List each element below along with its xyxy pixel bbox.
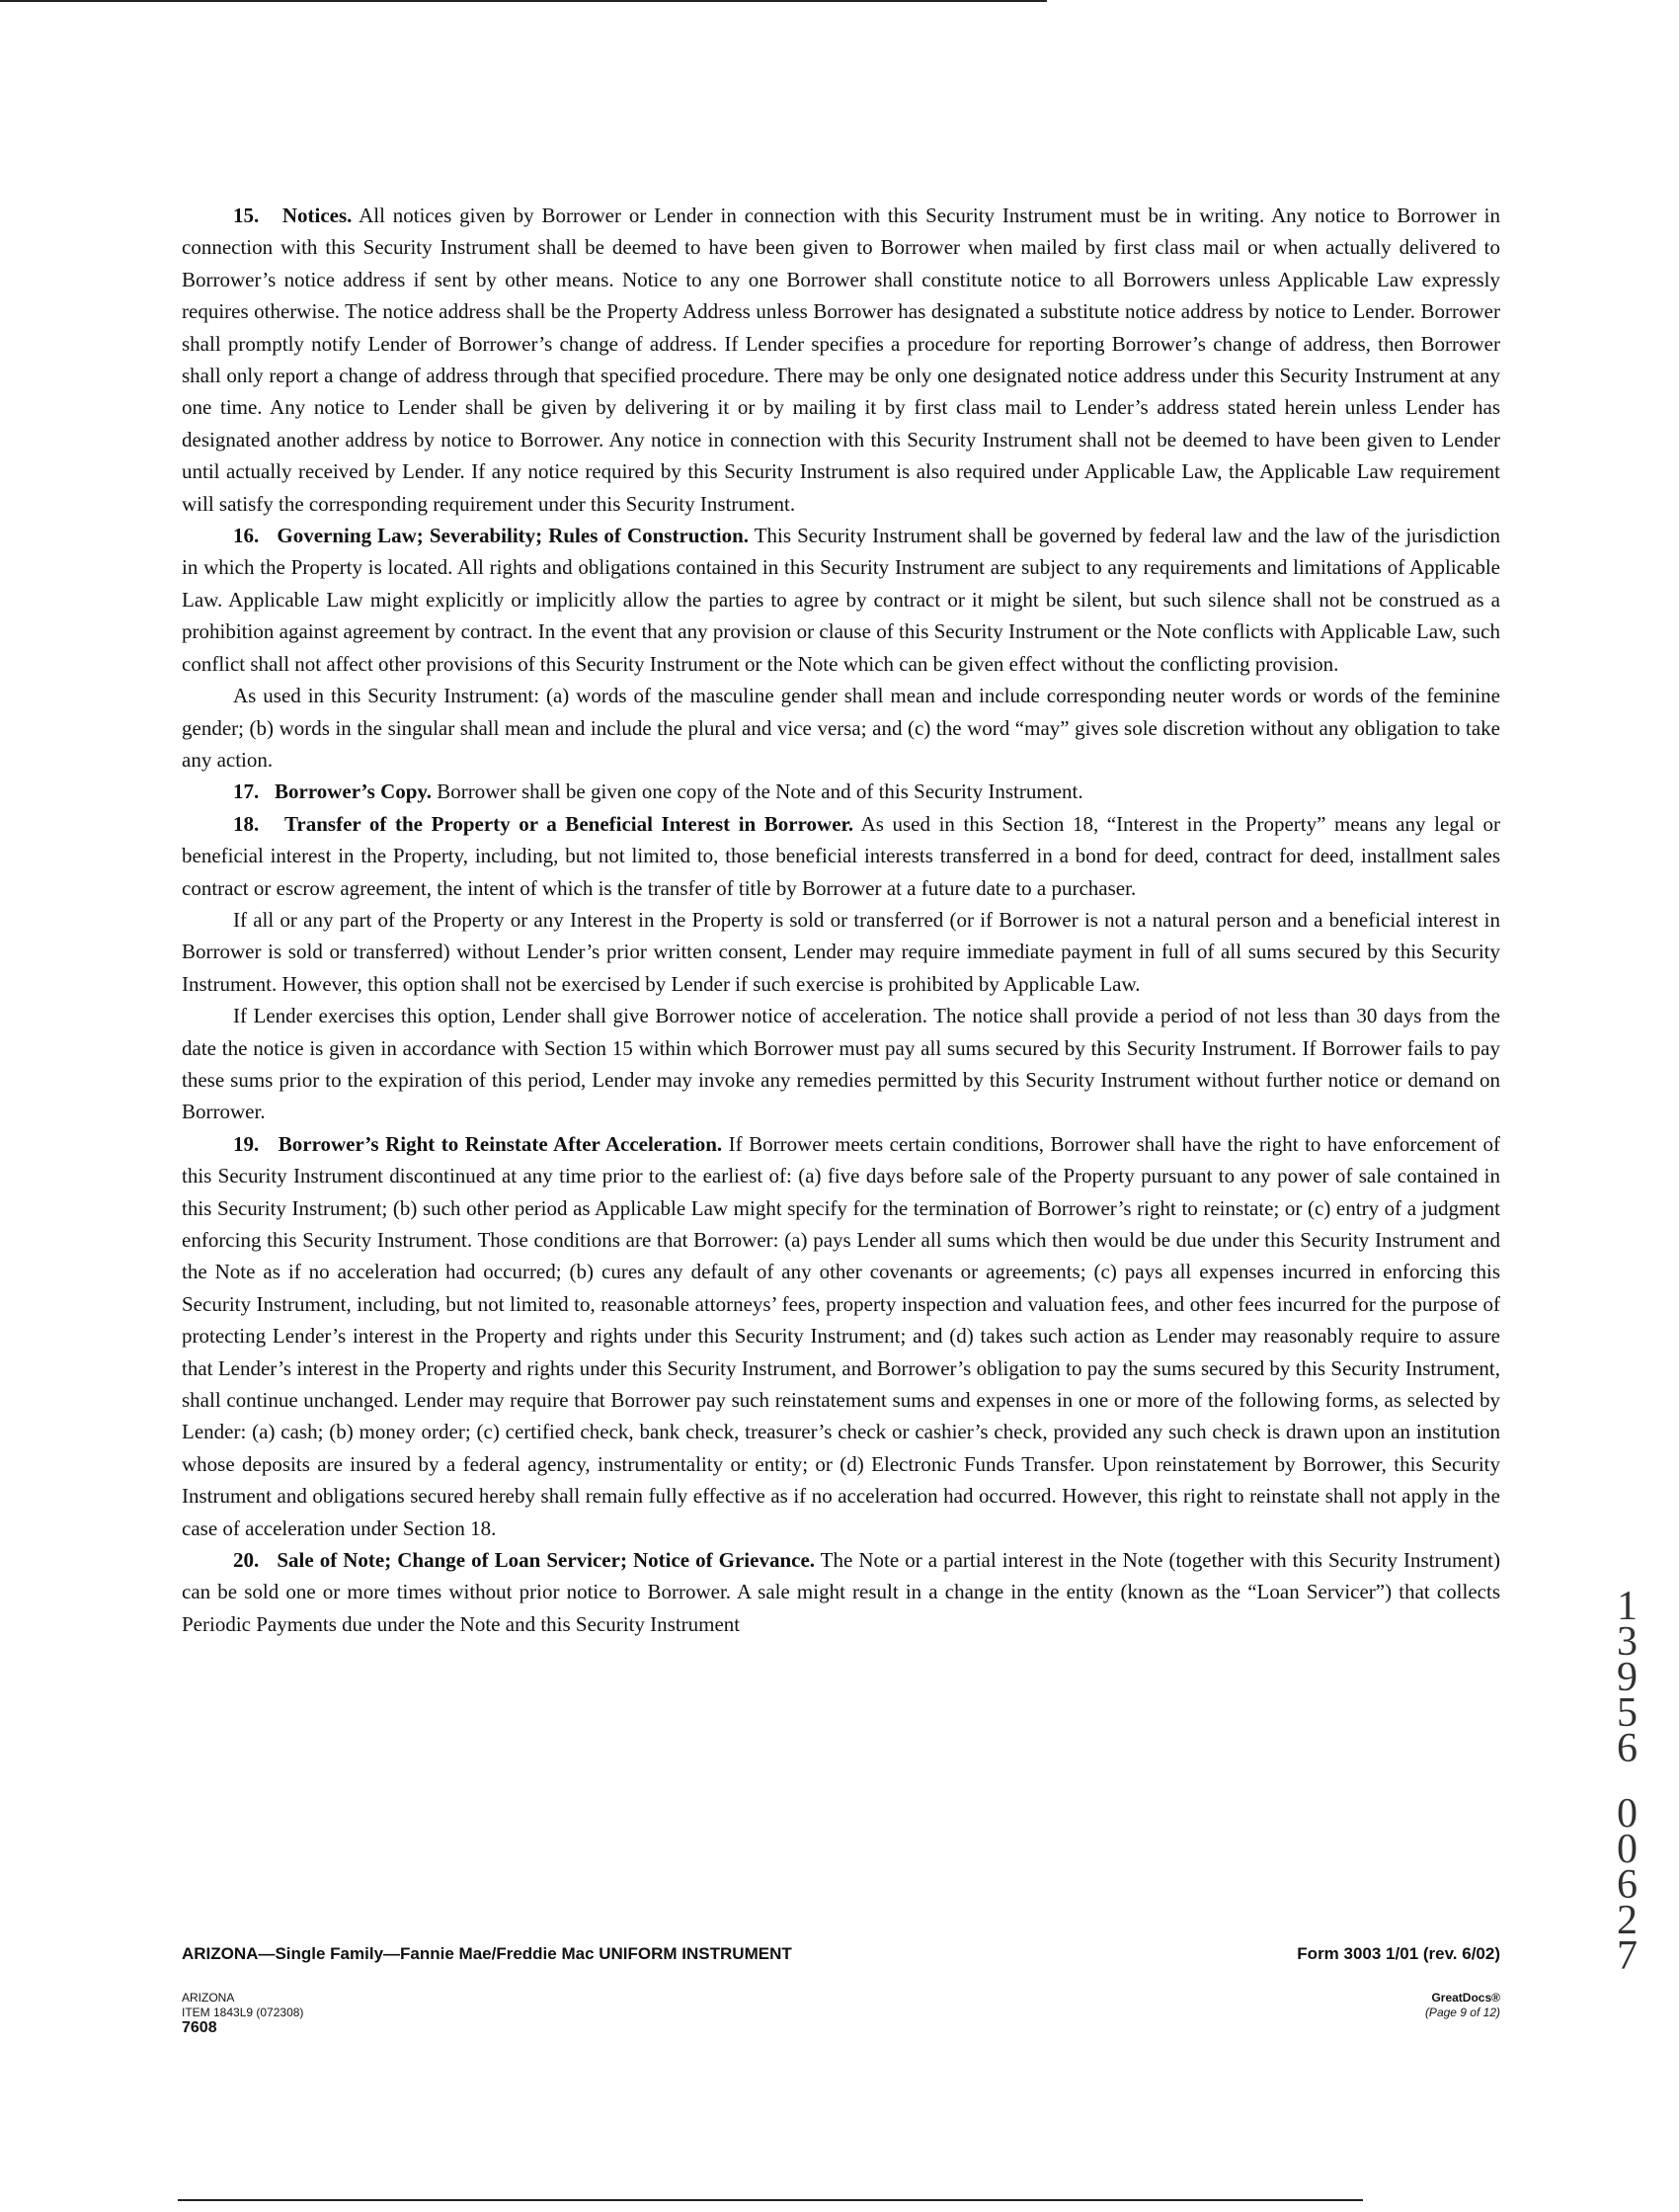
section-heading: Sale of Note; Change of Loan Servicer; Notice of Grievance. bbox=[277, 1548, 816, 1573]
brand-name: GreatDocs® bbox=[1431, 1991, 1500, 2005]
section-18-acceleration bbox=[182, 1000, 1500, 1128]
section-16-construction bbox=[182, 680, 1500, 776]
section-number: 15. bbox=[233, 204, 260, 227]
section-number: 17. bbox=[233, 779, 260, 804]
section-heading: Borrower’s Copy. bbox=[275, 779, 433, 804]
form-footer bbox=[182, 1944, 1500, 1964]
scan-edge-bottom bbox=[178, 2199, 1363, 2201]
paragraph-text: If all or any part of the Property or any Interest in the Property is sold or transferred (or if Borrower is not a natural person and a beneficial interest in Borrower is sold or transferred) without Lender’s prior written consent, Lender may require immediate payment in full of all sums secured by this Security Instrument. However, this option shall not be exercised by Lender if such exercise is prohibited by Applicable Law. bbox=[182, 907, 1500, 996]
stamp-char: 6 bbox=[1617, 1862, 1638, 1908]
section-number: 19. bbox=[233, 1131, 260, 1156]
section-heading: Notices. bbox=[281, 204, 353, 227]
section-text: If Borrower meets certain conditions, Borrower shall have the right to have enforcement of this Security Instrument discontinued at any time prior to the earliest of: (a) five days before sale of the Property pursuant to any power of sale contained in this Security Instrument; (b) such other period as Applicable Law might specify for the termination of Borrower’s right to reinstate; or (c) entry of a judgment enforcing this Security Instrument. Those conditions are that Borrower: (a) pays Lender all sums which then would be due under this Security Instrument and the Note as if no acceleration had occurred; (b) cures any default of any other covenants or agreements; (c) pays all expenses incurred in enforcing this Security Instrument, including, but not limited to, reasonable attorneys’ fees, property inspection and valuation fees, and other fees incurred for the purpose of protecting Lender’s interest in the Property and rights under this Security Instrument; and (d) takes such action as Lender may reasonably require to assure that Lender’s interest in the Property and rights under this Security Instrument, and Borrower’s obligation to pay the sums secured by this Security Instrument, shall continue unchanged. Lender may require that Borrower pay such reinstatement sums and expenses in one or more of the following forms, as selected by Lender: (a) cash; (b) money order; (c) certified check, bank check, treasurer’s check or cashier’s check, provided any such check is drawn upon an institution whose deposits are insured by a federal agency, instrumentality or entity; or (d) Electronic Funds Transfer. Upon reinstatement by Borrower, this Security Instrument and obligations secured hereby shall remain fully effective as if no acceleration had occurred. However, this right to reinstate shall not apply in the case of acceleration under Section 18. bbox=[182, 1131, 1500, 1540]
section-18 bbox=[182, 808, 1500, 904]
meta-code: 7608 bbox=[182, 2019, 217, 2036]
recording-number-stamp bbox=[1605, 1586, 1649, 1991]
section-19 bbox=[182, 1128, 1500, 1544]
section-text: This Security Instrument shall be governed by federal law and the law of the jurisdiction in which the Property is located. All rights and obligations contained in this Security Instrument are subject to any requirements and limitations of Applicable Law. Applicable Law might explicitly or implicitly allow the parties to agree by contract or it might be silent, but such silence shall not be construed as a prohibition against agreement by contract. In the event that any provision or clause of this Security Instrument or the Note conflicts with Applicable Law, such conflict shall not affect other provisions of this Security Instrument or the Note which can be given effect without the conflicting provision. bbox=[182, 524, 1501, 676]
paragraph-text: As used in this Security Instrument: (a) words of the masculine gender shall mean and include corresponding neuter words or words of the feminine gender; (b) words in the singular shall mean and include the plural and vice versa; and (c) the word “may” gives sole discretion without any obligation to take any action. bbox=[182, 684, 1500, 772]
meta-item: ITEM 1843L9 (072308) bbox=[182, 2006, 304, 2019]
document-meta bbox=[182, 1991, 1500, 2036]
section-18-transfer bbox=[182, 904, 1500, 1000]
stamp-char: 0 bbox=[1617, 1791, 1638, 1837]
stamp-char: 1 bbox=[1617, 1584, 1638, 1629]
section-number: 20. bbox=[233, 1548, 260, 1573]
page-indicator: (Page 9 of 12) bbox=[1424, 2006, 1500, 2019]
document-body bbox=[182, 200, 1500, 1640]
meta-left bbox=[182, 1991, 1500, 2036]
section-text: The Note or a partial interest in the Note (together with this Security Instrument) can be sold one or more times without prior notice to Borrower. A sale might result in a change in the entity (known as the “Loan Servicer”) that collects Periodic Payments due under the Note and this Security Instrument bbox=[182, 1548, 1500, 1636]
section-17 bbox=[182, 776, 1500, 807]
scan-edge-top bbox=[0, 0, 1047, 2]
meta-state: ARIZONA bbox=[182, 1991, 235, 2005]
section-number: 16. bbox=[233, 524, 260, 548]
section-heading: Transfer of the Property or a Beneficial Interest in Borrower. bbox=[283, 811, 854, 836]
section-heading: Governing Law; Severability; Rules of Construction. bbox=[277, 524, 750, 548]
stamp-char: 5 bbox=[1617, 1690, 1638, 1736]
section-15 bbox=[182, 200, 1500, 520]
form-title: ARIZONA—Single Family—Fannie Mae/Freddie Mac UNIFORM INSTRUMENT bbox=[182, 1944, 792, 1963]
stamp-char: 3 bbox=[1617, 1619, 1638, 1665]
section-text: As used in this Section 18, “Interest in the Property” means any legal or beneficial interest in the Property, including, but not limited to, those beneficial interests transferred in a bond for deed, contract for deed, installment sales contract or escrow agreement, the intent of which is the transfer of title by Borrower at a future date to a purchaser. bbox=[182, 811, 1500, 900]
section-heading: Borrower’s Right to Reinstate After Acceleration. bbox=[278, 1131, 723, 1156]
section-20 bbox=[182, 1544, 1500, 1640]
form-number: Form 3003 1/01 (rev. 6/02) bbox=[1297, 1944, 1500, 1963]
stamp-char: 2 bbox=[1617, 1898, 1638, 1943]
paragraph-text: If Lender exercises this option, Lender shall give Borrower notice of acceleration. The notice shall provide a period of not less than 30 days from the date the notice is given in accordance with Section 15 within which Borrower must pay all sums secured by this Security Instrument. If Borrower fails to pay these sums prior to the expiration of this period, Lender may invoke any remedies permitted by this Security Instrument without further notice or demand on Borrower. bbox=[182, 1004, 1500, 1124]
section-16 bbox=[182, 520, 1500, 680]
stamp-char: 6 bbox=[1617, 1726, 1638, 1771]
section-number: 18. bbox=[233, 811, 260, 836]
stamp-char: 9 bbox=[1617, 1655, 1638, 1700]
stamp-char: 7 bbox=[1617, 1933, 1638, 1979]
meta-right bbox=[1425, 1991, 1500, 2020]
section-text: All notices given by Borrower or Lender in connection with this Security Instrument must be in writing. Any notice to Borrower in connection with this Security Instrument shall be deemed to have been given to Borrower when mailed by first class mail or when actually delivered to Borrower’s notice address if sent by other means. Notice to any one Borrower shall constitute notice to all Borrowers unless Applicable Law expressly requires otherwise. The notice address shall be the Property Address unless Borrower has designated a substitute notice address by notice to Lender. Borrower shall promptly notify Lender of Borrower’s change of address. If Lender specifies a procedure for reporting Borrower’s change of address, then Borrower shall only report a change of address through that specified procedure. There may be only one designated notice address under this Security Instrument at any one time. Any notice to Lender shall be given by delivering it or by mailing it by first class mail to Lender’s address stated herein unless Lender has designated another address by notice to Borrower. Any notice in connection with this Security Instrument shall not be deemed to have been given to Lender until actually received by Lender. If any notice required by this Security Instrument is also required under Applicable Law, the Applicable Law requirement will satisfy the corresponding requirement under this Security Instrument. bbox=[182, 204, 1501, 516]
stamp-char: 0 bbox=[1617, 1827, 1638, 1872]
section-text: Borrower shall be given one copy of the Note and of this Security Instrument. bbox=[432, 779, 1083, 804]
